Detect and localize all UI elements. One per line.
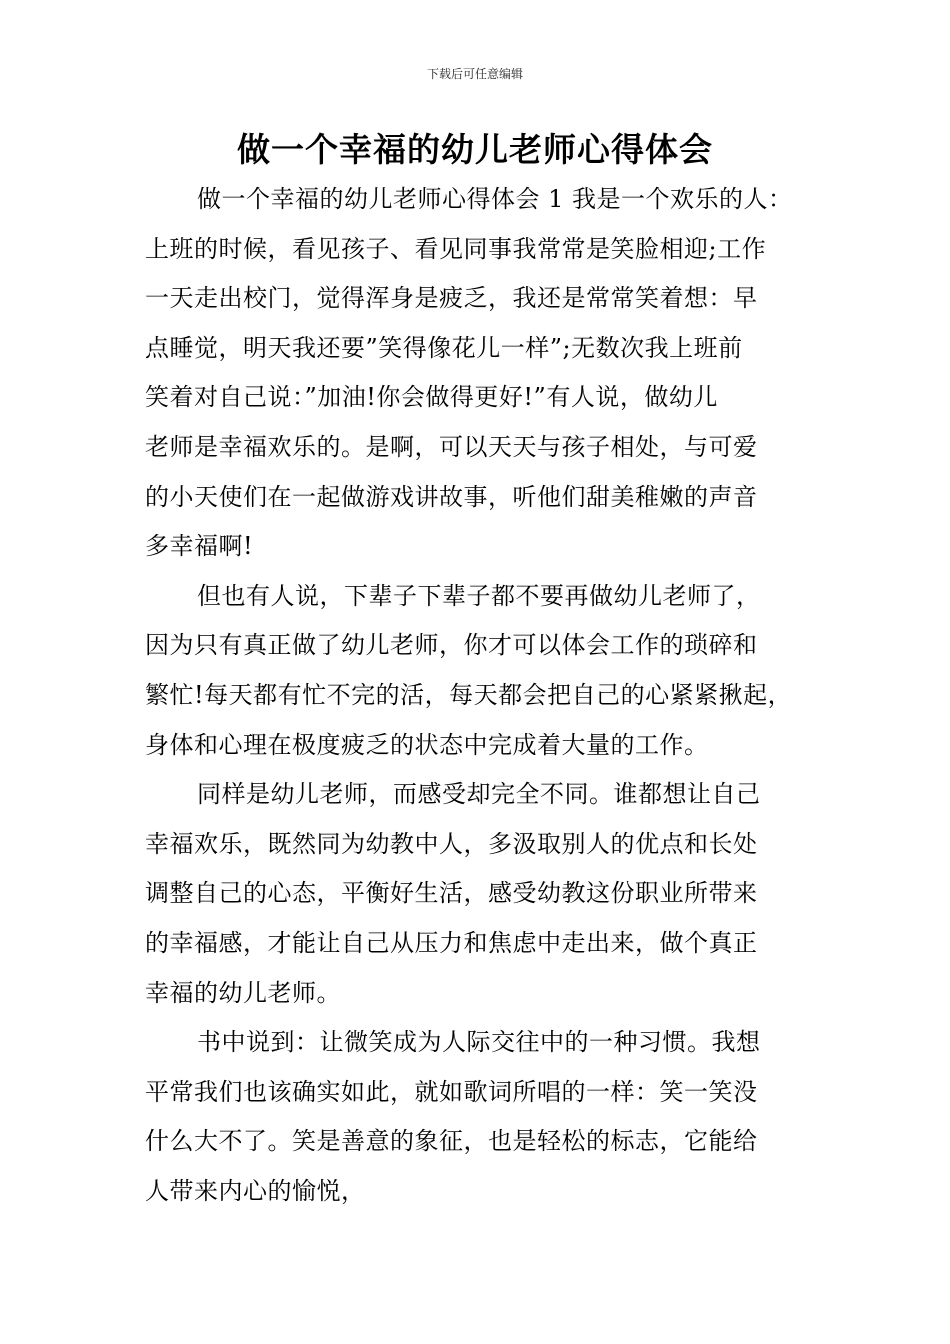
paragraph-line: 繁忙!每天都有忙不完的活，每天都会把自己的心紧紧揪起， <box>145 680 793 709</box>
paragraph-line: 因为只有真正做了幼儿老师，你才可以体会工作的琐碎和 <box>145 631 758 660</box>
paragraph-line: 笑着对自己说：”加油!你会做得更好!”有人说，做幼儿 <box>145 383 718 412</box>
paragraph-line: 做一个幸福的幼儿老师心得体会 1 我是一个欢乐的人： <box>197 185 793 213</box>
paragraph-line: 一天走出校门，觉得浑身是疲乏，我还是常常笑着想：早 <box>145 284 758 313</box>
paragraph-line: 老师是幸福欢乐的。是啊，可以天天与孩子相处，与可爱 <box>145 432 758 461</box>
paragraph-line: 但也有人说，下辈子下辈子都不要再做幼儿老师了， <box>197 581 761 610</box>
paragraph-line: 上班的时候，看见孩子、看见同事我常常是笑脸相迎;工作 <box>145 234 767 263</box>
header-note: 下载后可任意编辑 <box>426 67 523 81</box>
paragraph-line: 幸福的幼儿老师。 <box>145 978 341 1007</box>
page-title: 做一个幸福的幼儿老师心得体会 <box>237 130 713 169</box>
paragraph-line: 书中说到：让微笑成为人际交往中的一种习惯。我想 <box>197 1028 761 1057</box>
document-body <box>145 175 835 1216</box>
paragraph-line: 同样是幼儿老师，而感受却完全不同。谁都想让自己 <box>197 780 761 809</box>
paragraph-line: 多幸福啊! <box>145 532 254 561</box>
paragraph-line: 人带来内心的愉悦， <box>145 1176 366 1205</box>
paragraph-line: 点睡觉，明天我还要”笑得像花儿一样”;无数次我上班前 <box>145 333 743 362</box>
paragraph-4 <box>145 1018 835 1216</box>
paragraph-line: 幸福欢乐，既然同为幼教中人，多汲取别人的优点和长处 <box>145 829 758 858</box>
paragraph-line: 平常我们也该确实如此，就如歌词所唱的一样：笑一笑没 <box>145 1077 758 1106</box>
paragraph-line: 的小天使们在一起做游戏讲故事，听他们甜美稚嫩的声音 <box>145 482 758 511</box>
paragraph-line: 身体和心理在极度疲乏的状态中完成着大量的工作。 <box>145 730 709 759</box>
paragraph-3 <box>145 770 835 1018</box>
paragraph-line: 什么大不了。笑是善意的象征，也是轻松的标志，它能给 <box>145 1127 758 1156</box>
paragraph-2 <box>145 572 835 770</box>
paragraph-1 <box>145 175 835 572</box>
paragraph-line: 调整自己的心态，平衡好生活，感受幼教这份职业所带来 <box>145 879 758 908</box>
paragraph-line: 的幸福感，才能让自己从压力和焦虑中走出来，做个真正 <box>145 928 758 957</box>
